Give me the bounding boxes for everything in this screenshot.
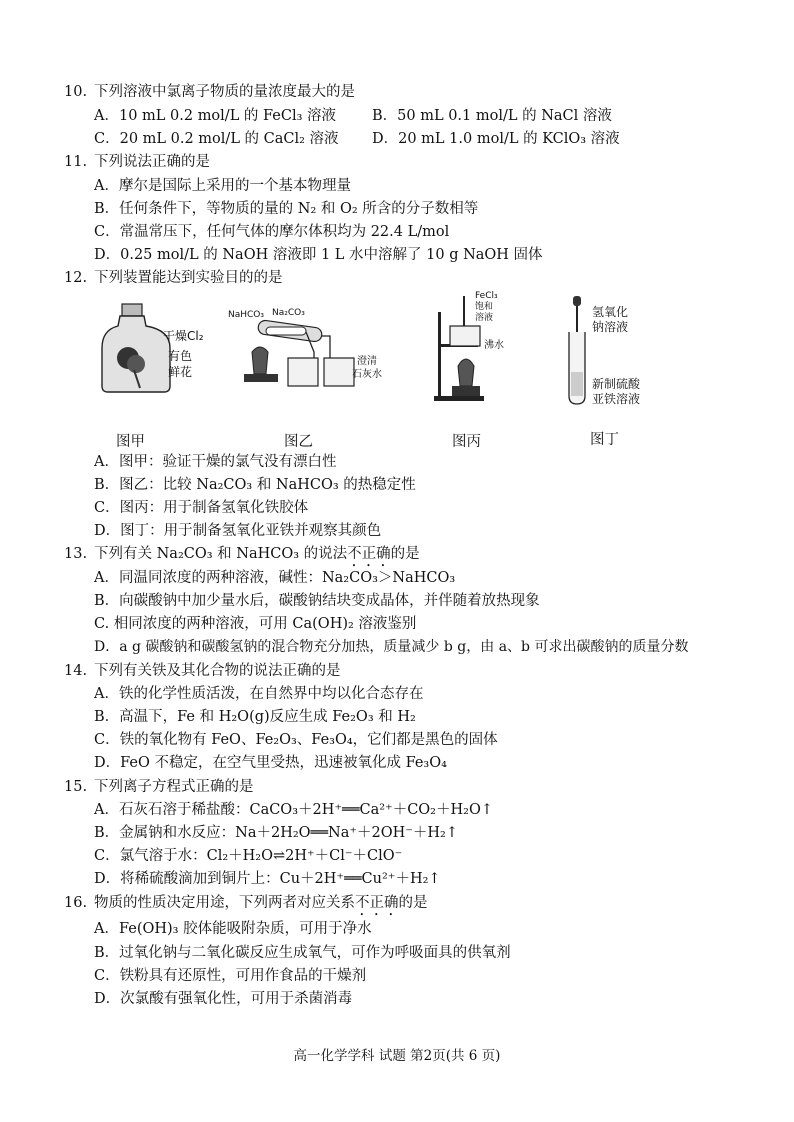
question-stem: 下列离子方程式正确的是 <box>94 779 254 795</box>
option-c: C．氯气溶于水：Cl₂＋H₂O⇌2H⁺＋Cl⁻＋ClO⁻ <box>94 848 403 864</box>
option-a: A．10 mL 0.2 mol/L 的 FeCl₃ 溶液 <box>94 108 337 124</box>
question-stem: 下列装置能达到实验目的的是 <box>94 270 283 286</box>
option-b: B．图乙：比较 Na₂CO₃ 和 NaHCO₃ 的热稳定性 <box>94 477 416 493</box>
figure-label: 有色 <box>168 349 193 363</box>
option-d: D．次氯酸有强氧化性，可用于杀菌消毒 <box>94 991 353 1007</box>
figure-label: NaHCO₃ <box>228 310 264 320</box>
question-stem: 下列溶液中氯离子物质的量浓度最大的是 <box>94 84 355 100</box>
question-number: 12. <box>64 270 88 286</box>
emphasis-text: 不正确 <box>347 546 391 562</box>
figure-label: 氢氧化 <box>592 305 629 319</box>
option-c: C．铁的氧化物有 FeO、Fe₂O₃、Fe₃O₄，它们都是黑色的固体 <box>94 732 498 748</box>
figure-ding-apparatus <box>566 294 590 409</box>
option-b: B．高温下，Fe 和 H₂O(g)反应生成 Fe₂O₃ 和 H₂ <box>94 709 416 725</box>
question-stem <box>94 544 420 570</box>
stem-text: 的是 <box>398 895 428 911</box>
option-a: A．石灰石溶于稀盐酸：CaCO₃＋2H⁺══Ca²⁺＋CO₂＋H₂O↑ <box>94 802 493 818</box>
figure-yi-apparatus <box>230 312 370 392</box>
question-number: 16. <box>64 895 88 911</box>
figure-jia-bottle <box>100 300 180 395</box>
question-number: 10. <box>64 84 88 100</box>
option-a: A．摩尔是国际上采用的一个基本物理量 <box>94 178 351 194</box>
figure-label: FeCl₃ <box>475 291 498 301</box>
option-b: B．过氧化钠与二氧化碳反应生成氧气，可作为呼吸面具的供氧剂 <box>94 945 511 961</box>
option-c: C．铁粉具有还原性，可用作食品的干燥剂 <box>94 968 367 984</box>
option-c: C．常温常压下，任何气体的摩尔体积均为 22.4 L/mol <box>94 224 450 240</box>
emphasis-text: 不正确 <box>355 895 399 911</box>
stem-text: 物质的性质决定用途，下列两者对应关系 <box>94 895 355 911</box>
question-number: 15. <box>64 779 88 795</box>
question-number: 11. <box>64 154 88 170</box>
option-d: D．FeO 不稳定，在空气里受热，迅速被氧化成 Fe₃O₄ <box>94 755 447 771</box>
page-footer: 高一化学学科 试题 第2页(共 6 页) <box>293 1048 501 1064</box>
figure-caption-bing: 图丙 <box>452 434 481 450</box>
option-a: A．Fe(OH)₃ 胶体能吸附杂质，可用于净水 <box>94 921 372 937</box>
option-c: C．图丙：用于制备氢氧化铁胶体 <box>94 500 309 516</box>
option-d: D．将稀硫酸滴加到铜片上：Cu＋2H⁺══Cu²⁺＋H₂↑ <box>94 871 441 887</box>
figure-label: 澄清 <box>357 356 377 367</box>
stem-text: 下列有关 Na₂CO₃ 和 NaHCO₃ 的说法 <box>94 546 348 562</box>
question-stem: 下列有关铁及其化合物的说法正确的是 <box>94 663 341 679</box>
figure-label: 钠溶液 <box>592 320 629 334</box>
option-b: B．向碳酸钠中加少量水后，碳酸钠结块变成晶体，并伴随着放热现象 <box>94 593 540 609</box>
option-a: A．同温同浓度的两种溶液，碱性：Na₂CO₃＞NaHCO₃ <box>94 570 456 586</box>
option-d: D．图丁：用于制备氢氧化亚铁并观察其颜色 <box>94 523 382 539</box>
option-d: D．a g 碳酸钠和碳酸氢钠的混合物充分加热，质量减少 b g，由 a、b 可求出碳酸钠的质量分数 <box>94 639 689 655</box>
figure-label: 沸水 <box>484 340 504 351</box>
figure-label: 亚铁溶液 <box>592 392 641 406</box>
option-d: D．20 mL 1.0 mol/L 的 KClO₃ 溶液 <box>372 131 620 147</box>
question-number: 13. <box>64 546 88 562</box>
option-a: A．图甲：验证干燥的氯气没有漂白性 <box>94 454 337 470</box>
figure-label: 鲜花 <box>168 365 193 379</box>
figure-label: 新制硫酸 <box>592 377 641 391</box>
option-a: A．铁的化学性质活泼，在自然界中均以化合态存在 <box>94 686 424 702</box>
figure-caption-yi: 图乙 <box>284 434 313 450</box>
figure-caption-ding: 图丁 <box>590 432 619 448</box>
option-c: C. 相同浓度的两种溶液，可用 Ca(OH)₂ 溶液鉴别 <box>94 616 417 632</box>
question-stem <box>94 893 428 919</box>
figure-caption-jia: 图甲 <box>116 434 145 450</box>
question-number: 14. <box>64 663 88 679</box>
figure-label: 石灰水 <box>352 369 382 380</box>
option-b: B．金属钠和水反应：Na＋2H₂O══Na⁺＋2OH⁻＋H₂↑ <box>94 825 459 841</box>
figure-label: 溶液 <box>475 313 494 323</box>
question-stem: 下列说法正确的是 <box>94 154 210 170</box>
figure-label: Na₂CO₃ <box>272 308 305 318</box>
option-c: C．20 mL 0.2 mol/L 的 CaCl₂ 溶液 <box>94 131 339 147</box>
option-b: B．任何条件下，等物质的量的 N₂ 和 O₂ 所含的分子数相等 <box>94 201 479 217</box>
option-d: D．0.25 mol/L 的 NaOH 溶液即 1 L 水中溶解了 10 g NaOH 固体 <box>94 247 543 263</box>
stem-text: 的是 <box>390 546 420 562</box>
option-b: B．50 mL 0.1 mol/L 的 NaCl 溶液 <box>372 108 612 124</box>
figure-label: 干燥Cl₂ <box>163 329 204 343</box>
figure-label: 饱和 <box>475 302 494 312</box>
